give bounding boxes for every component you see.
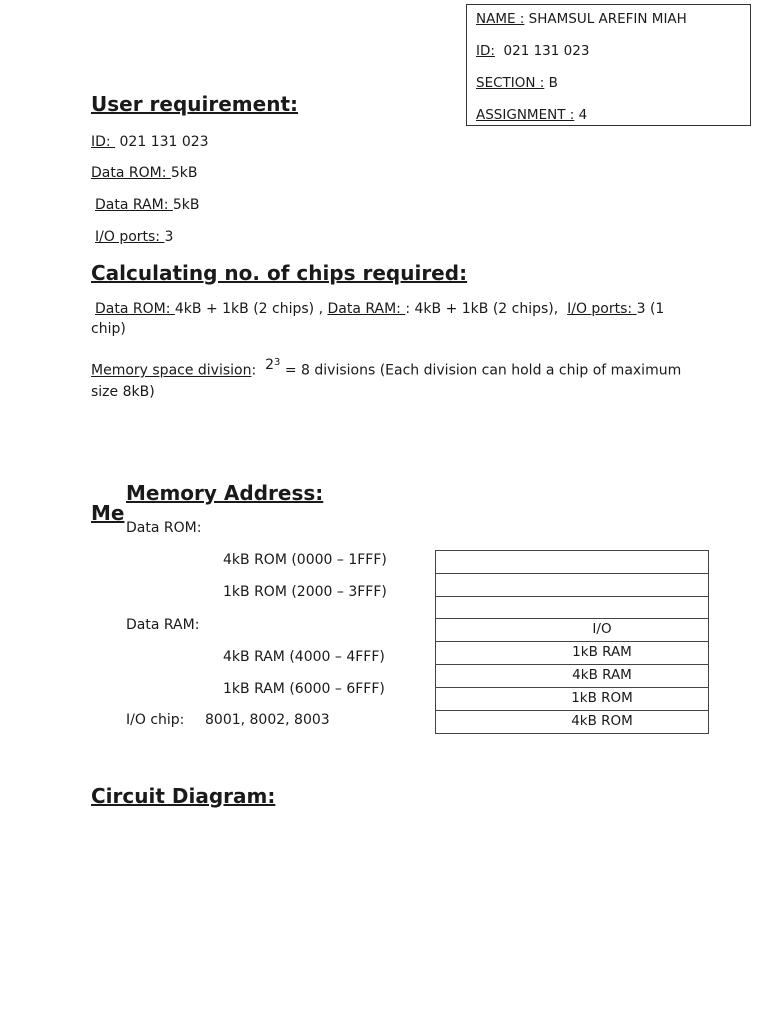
io-chip-title: I/O chip: xyxy=(126,712,185,728)
id-row xyxy=(476,43,589,59)
chips-io-value: 3 (1 xyxy=(636,301,665,317)
chips-heading: Calculating no. of chips required: xyxy=(91,261,468,285)
chips-ram-label: Data RAM: xyxy=(327,301,406,317)
data-rom-title: Data ROM: xyxy=(126,520,202,536)
io-chip-addresses: 8001, 8002, 8003 xyxy=(205,712,330,728)
memory-address-heading: Memory Address: xyxy=(126,481,324,505)
req-rom-label: Data ROM: xyxy=(91,165,171,181)
memory-division-cont: size 8kB) xyxy=(91,384,155,400)
chips-rom-value: 4kB + 1kB (2 chips) , xyxy=(174,301,328,317)
section-label: SECTION : xyxy=(476,75,545,91)
chips-ram-value: : 4kB + 1kB (2 chips), xyxy=(405,301,568,317)
memory-division-base: 2 xyxy=(265,356,275,373)
memory-division-colon: : xyxy=(251,362,266,379)
req-id-line xyxy=(91,132,209,152)
memory-division-label: Memory space division xyxy=(91,362,252,379)
assignment-label: ASSIGNMENT : xyxy=(476,107,575,123)
req-ram-label: Data RAM: xyxy=(95,197,173,213)
rom-4k-range: 4kB ROM (0000 – 1FFF) xyxy=(223,552,387,568)
req-id-label: ID: xyxy=(91,134,116,150)
user-requirement-heading: User requirement: xyxy=(91,92,299,116)
memory-division-exponent: 3 xyxy=(274,357,281,368)
req-io-line xyxy=(95,227,173,247)
req-rom-line xyxy=(91,163,198,183)
req-io-label: I/O ports: xyxy=(95,229,165,245)
req-io-value: 3 xyxy=(164,229,174,245)
memory-division-line xyxy=(91,357,681,381)
name-label: NAME : xyxy=(476,11,525,27)
data-ram-title: Data RAM: xyxy=(126,617,200,633)
req-rom-value: 5kB xyxy=(170,165,198,181)
name-row xyxy=(476,11,687,27)
chips-io-label: I/O ports: xyxy=(567,301,637,317)
section-value: B xyxy=(544,75,558,91)
memory-division-text: = 8 divisions (Each division can hold a chip of maximum xyxy=(280,362,682,379)
memory-map-table xyxy=(435,550,709,734)
memory-map-cell-1kb-ram: 1kB RAM xyxy=(436,642,708,665)
memory-heading-fragment: Me xyxy=(91,501,125,525)
section-row xyxy=(476,75,558,91)
memory-map-cell-4kb-rom: 4kB ROM xyxy=(571,712,633,729)
memory-map-cell-io: I/O xyxy=(436,619,708,642)
chips-io-cont: chip) xyxy=(91,321,126,337)
assignment-row xyxy=(476,107,587,123)
memory-map-cell xyxy=(436,574,708,597)
name-value: SHAMSUL AREFIN MIAH xyxy=(524,11,687,27)
req-id-value: 021 131 023 xyxy=(115,134,209,150)
id-label: ID: xyxy=(476,43,495,59)
id-value: 021 131 023 xyxy=(494,43,590,59)
memory-map-cell-1kb-rom: 1kB ROM xyxy=(436,688,708,711)
memory-map-cell-4kb-ram: 4kB RAM xyxy=(436,665,708,688)
req-ram-line xyxy=(95,195,200,215)
chips-rom-label: Data ROM: xyxy=(95,301,175,317)
ram-1k-range: 1kB RAM (6000 – 6FFF) xyxy=(223,681,385,697)
ram-4k-range: 4kB RAM (4000 – 4FFF) xyxy=(223,649,385,665)
circuit-diagram-heading: Circuit Diagram: xyxy=(91,784,276,808)
student-info-box xyxy=(466,4,751,126)
assignment-value: 4 xyxy=(574,107,588,123)
chips-line-1 xyxy=(95,299,664,319)
memory-map-cell xyxy=(436,551,708,574)
memory-map-cell xyxy=(436,597,708,620)
rom-1k-range: 1kB ROM (2000 – 3FFF) xyxy=(223,584,387,600)
req-ram-value: 5kB xyxy=(172,197,200,213)
